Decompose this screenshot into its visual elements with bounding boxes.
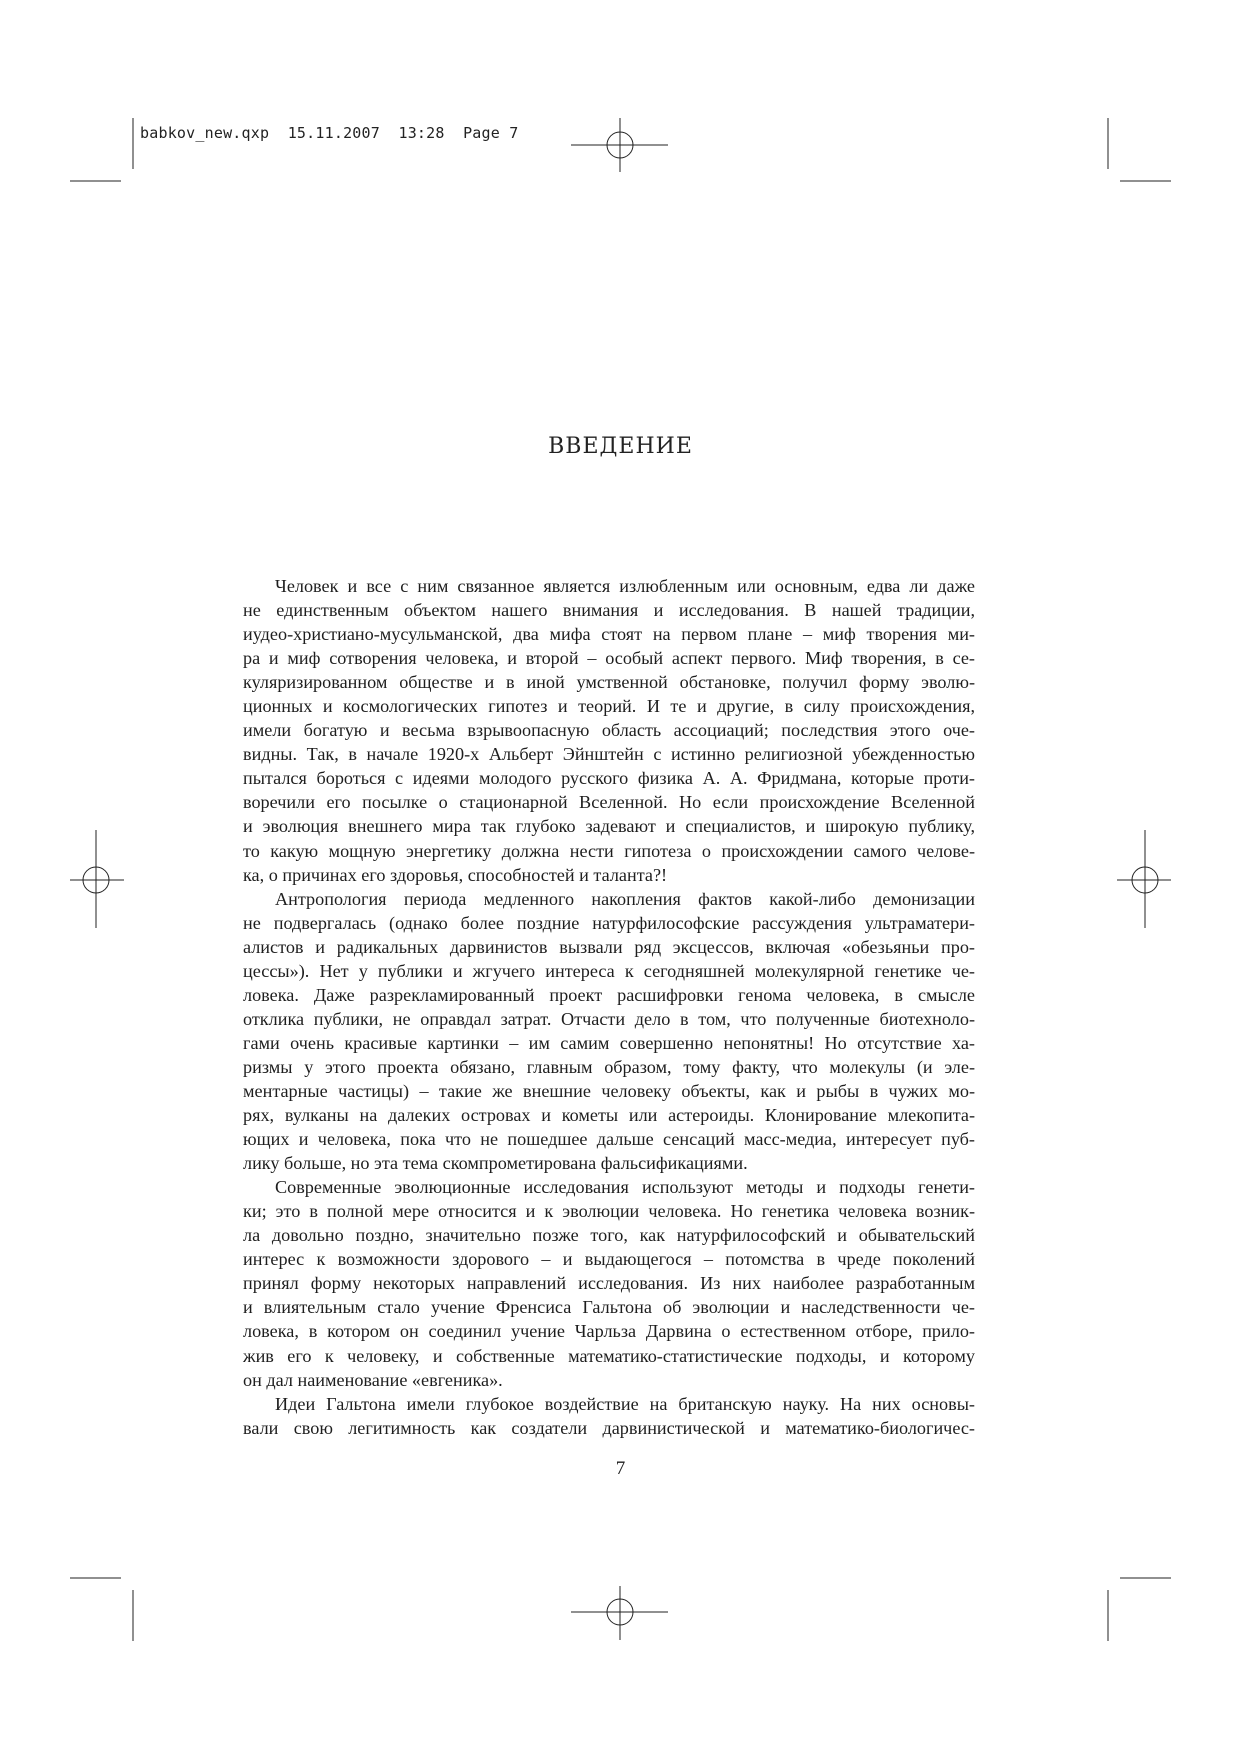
registration-mark-bottom: [571, 1586, 668, 1640]
text-line: Человек и все с ним связанное является излюбленным или основным, едва ли даже: [275, 576, 975, 596]
text-line: то какую мощную энергетику должна нести гипотеза о происхождении самого челове-: [243, 840, 975, 861]
text-line: вали свою легитимность как создатели дарвинистической и математико-биологичес-: [243, 1417, 975, 1438]
text-line: ки; это в полной мере относится и к эволюции человека. Но генетика человека возник-: [243, 1201, 975, 1222]
text-line: ловека, в котором он соединил учение Чарльза Дарвина о естественном отборе, прило-: [243, 1321, 975, 1342]
text-line: Антропология периода медленного накопления фактов какой-либо демонизации: [275, 888, 975, 909]
text-line: Идеи Гальтона имели глубокое воздействие на британскую науку. На них основы-: [275, 1393, 975, 1414]
text-line: принял форму некоторых направлений исследования. Из них наиболее разработанным: [243, 1273, 975, 1294]
text-line: ра и миф сотворения человека, и второй – особый аспект первого. Миф творения, в се-: [243, 648, 975, 669]
text-line: ла довольно поздно, значительно позже того, как натурфилософский и обывательский: [243, 1225, 975, 1246]
text-line: жив его к человеку, и собственные математико-статистические подходы, и которому: [243, 1345, 975, 1366]
text-line: не подвергалась (однако более поздние натурфилософские рассуждения ультраматери-: [243, 912, 975, 933]
text-line: ментарные частицы) – такие же внешние человеку объекты, как и рыбы в чужих мо-: [243, 1080, 975, 1101]
text-line: гами очень красивые картинки – им самим совершенно непонятны! Но отсутствие ха-: [243, 1032, 975, 1053]
chapter-title: ВВЕДЕНИЕ: [548, 434, 693, 459]
registration-mark-right: [1117, 830, 1171, 928]
page-number: 7: [615, 1458, 626, 1479]
text-line: не единственным объектом нашего внимания и исследования. В нашей традиции,: [243, 600, 975, 621]
text-line: ка, о причинах его здоровья, способностей и таланта?!: [243, 864, 668, 885]
text-line: иудео-христиано-мусульманской, два мифа стоят на первом плане – миф творения ми-: [243, 624, 975, 645]
paragraph: [243, 1392, 975, 1440]
text-line: пытался бороться с идеями молодого русского физика А. А. Фридмана, которые проти-: [243, 768, 975, 789]
text-line: имели богатую и весьма взрывоопасную область ассоциаций; последствия этого оче-: [243, 720, 975, 741]
registration-mark-top: [571, 118, 668, 172]
text-line: воречили его посылке о стационарной Вселенной. Но если происхождение Вселенной: [243, 792, 975, 813]
text-line: ризмы у этого проекта обязано, главным образом, тому факту, что молекулы (и эле-: [243, 1056, 975, 1077]
registration-mark-left: [70, 830, 124, 928]
text-line: цессы»). Нет у публики и жгучего интереса к сегодняшней молекулярной генетике че-: [243, 960, 975, 981]
text-line: и эволюция внешнего мира так глубоко задевают и специалистов, и широкую публику,: [243, 816, 975, 837]
text-line: отклика публики, не оправдал затрат. Отчасти дело в том, что полученные биотехноло-: [243, 1008, 975, 1029]
text-line: куляризированном обществе и в иной умственной обстановке, получил форму эволю-: [243, 672, 975, 693]
text-line: видны. Так, в начале 1920-х Альберт Эйнштейн с истинно религиозной убежденностью: [243, 744, 975, 765]
paragraph: [243, 887, 975, 1176]
text-line: лику больше, но эта тема скомпрометирована фальсификациями.: [243, 1153, 748, 1174]
paragraph: [243, 574, 975, 887]
text-line: интерес к возможности здорового – и выдающегося – потомства в чреде поколений: [243, 1249, 975, 1270]
text-line: он дал наименование «евгеника».: [243, 1369, 503, 1390]
text-line: ционных и космологических гипотез и теорий. И те и другие, в силу происхождения,: [243, 696, 975, 717]
paragraph: [243, 1175, 975, 1391]
text-line: ющих и человека, пока что не пошедшее дальше сенсаций масс-медиа, интересует пуб-: [243, 1129, 975, 1150]
body-text: [243, 574, 975, 1440]
text-line: ловека. Даже разрекламированный проект расшифровки генома человека, в смысле: [243, 984, 975, 1005]
text-line: рях, вулканы на далеких островах и кометы или астероиды. Клонирование млекопита-: [243, 1105, 975, 1126]
text-line: и влиятельным стало учение Френсиса Гальтона об эволюции и наследственности че-: [243, 1297, 975, 1318]
text-line: алистов и радикальных дарвинистов вызвали ряд эксцессов, включая «обезьяньи про-: [243, 936, 975, 957]
print-slug: babkov_new.qxp 15.11.2007 13:28 Page 7: [140, 124, 519, 142]
text-line: Современные эволюционные исследования используют методы и подходы генети-: [275, 1177, 975, 1198]
